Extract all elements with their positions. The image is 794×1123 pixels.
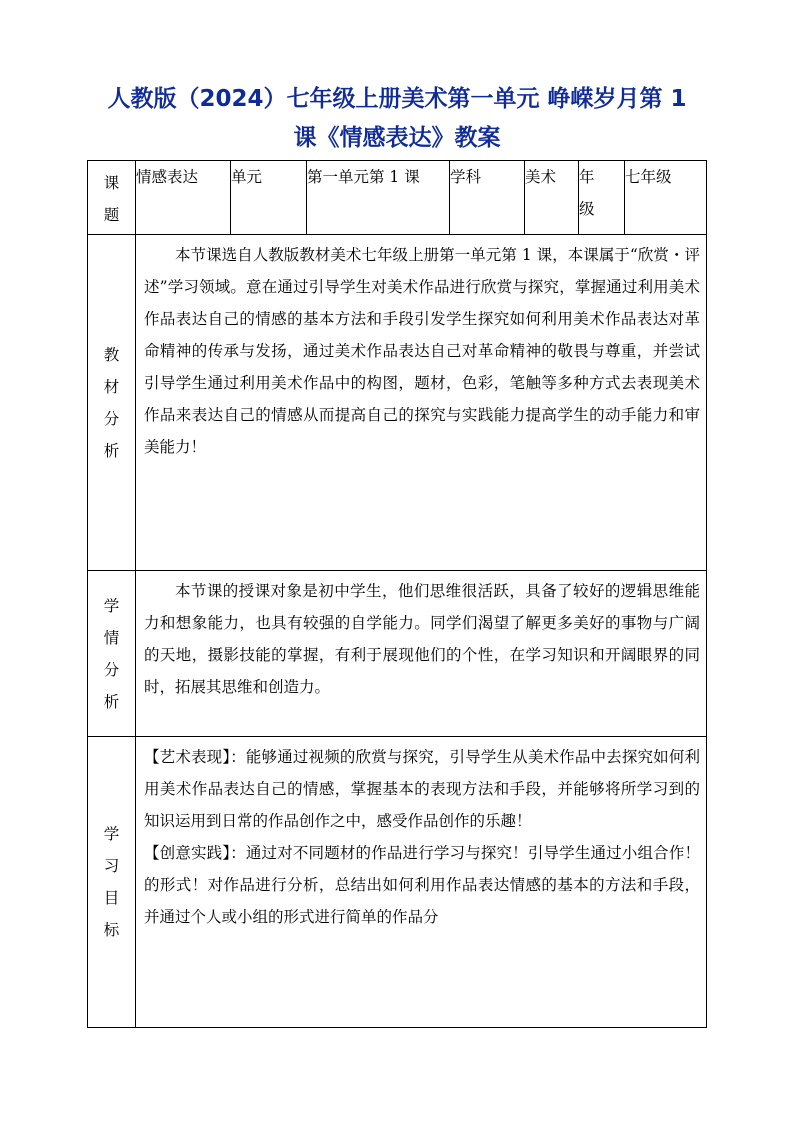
unit-value: 第一单元第 1 课	[307, 161, 450, 235]
label-char: 情	[103, 628, 120, 647]
lesson-plan-table	[87, 160, 707, 1028]
textbook-analysis-text: 本节课选自人教版教材美术七年级上册第一单元第 1 课，本课属于“欣赏・评述”学习领域。意在通过引导学生对美术作品进行欣赏与探究，掌握通过利用美术作品表达自己的情感的基本方法和手段引发学生探究如何利用美术作品表达对革命精神的传承与发扬，通过美术作品表达自己对革命精神的敬畏与尊重，并尝试引导学生通过利用美术作品中的构图，题材，色彩，笔触等多种方式去表现美术作品来表达自己的情感从而提高自己的探究与实践能力提高学生的动手能力和审美能力！	[144, 246, 700, 456]
label-char: 析	[103, 692, 120, 711]
label-char: 标	[103, 921, 120, 939]
label-char: 分	[103, 660, 120, 679]
title-line-1: 人教版（2024）七年级上册美术第一单元 峥嵘岁月第 1	[107, 86, 687, 112]
learning-goal-creative-practice: 【创意实践】：通过对不同题材的作品进行学习与探究！引导学生通过小组合作！的形式！对作品进行分析，总结出如何利用作品表达情感的基本的方法和手段，并通过个人或小组的形式进行简单的作品分	[144, 844, 700, 926]
label-char: 学	[103, 596, 120, 615]
learning-goals-label	[88, 737, 136, 1028]
learning-goal-art-expression: 【艺术表现】：能够通过视频的欣赏与探究，引导学生从美术作品中去探究如何利用美术作品表达自己的情感，掌握基本的表现方法和手段，并能够将所学习到的知识运用到日常的作品创作之中，感受作品创作的乐趣！	[144, 748, 700, 830]
topic-label-cell	[88, 161, 136, 235]
header-row	[88, 161, 707, 235]
document-title	[60, 80, 734, 158]
topic-value: 情感表达	[136, 161, 231, 235]
label-char: 分	[103, 409, 120, 428]
label-char: 教	[103, 345, 120, 364]
student-analysis-label	[88, 571, 136, 737]
topic-label-char-1: 课	[103, 174, 120, 192]
textbook-analysis-content	[136, 235, 707, 571]
student-analysis-content	[136, 571, 707, 737]
subject-label: 学科	[450, 161, 525, 235]
label-char: 析	[103, 441, 120, 460]
title-line-2: 课《情感表达》教案	[293, 125, 501, 151]
label-char: 目	[103, 889, 120, 907]
grade-label-char-2: 级	[579, 200, 595, 218]
student-analysis-text: 本节课的授课对象是初中学生，他们思维很活跃，具备了较好的逻辑思维能力和想象能力，也具有较强的自学能力。同学们渴望了解更多美好的事物与广阔的天地，摄影技能的掌握，有利于展现他们的个性，在学习知识和开阔眼界的同时，拓展其思维和创造力。	[144, 582, 700, 696]
grade-label-cell	[579, 161, 625, 235]
textbook-analysis-row	[88, 235, 707, 571]
textbook-analysis-label	[88, 235, 136, 571]
unit-label: 单元	[231, 161, 307, 235]
label-char: 习	[103, 857, 120, 875]
learning-goals-row	[88, 737, 707, 1028]
grade-label-char-1: 年	[579, 168, 595, 186]
grade-value: 七年级	[625, 161, 707, 235]
subject-value: 美术	[525, 161, 579, 235]
label-char: 学	[103, 825, 120, 843]
label-char: 材	[103, 377, 120, 396]
student-analysis-row	[88, 571, 707, 737]
topic-label-char-2: 题	[103, 206, 120, 224]
learning-goals-content	[136, 737, 707, 1028]
